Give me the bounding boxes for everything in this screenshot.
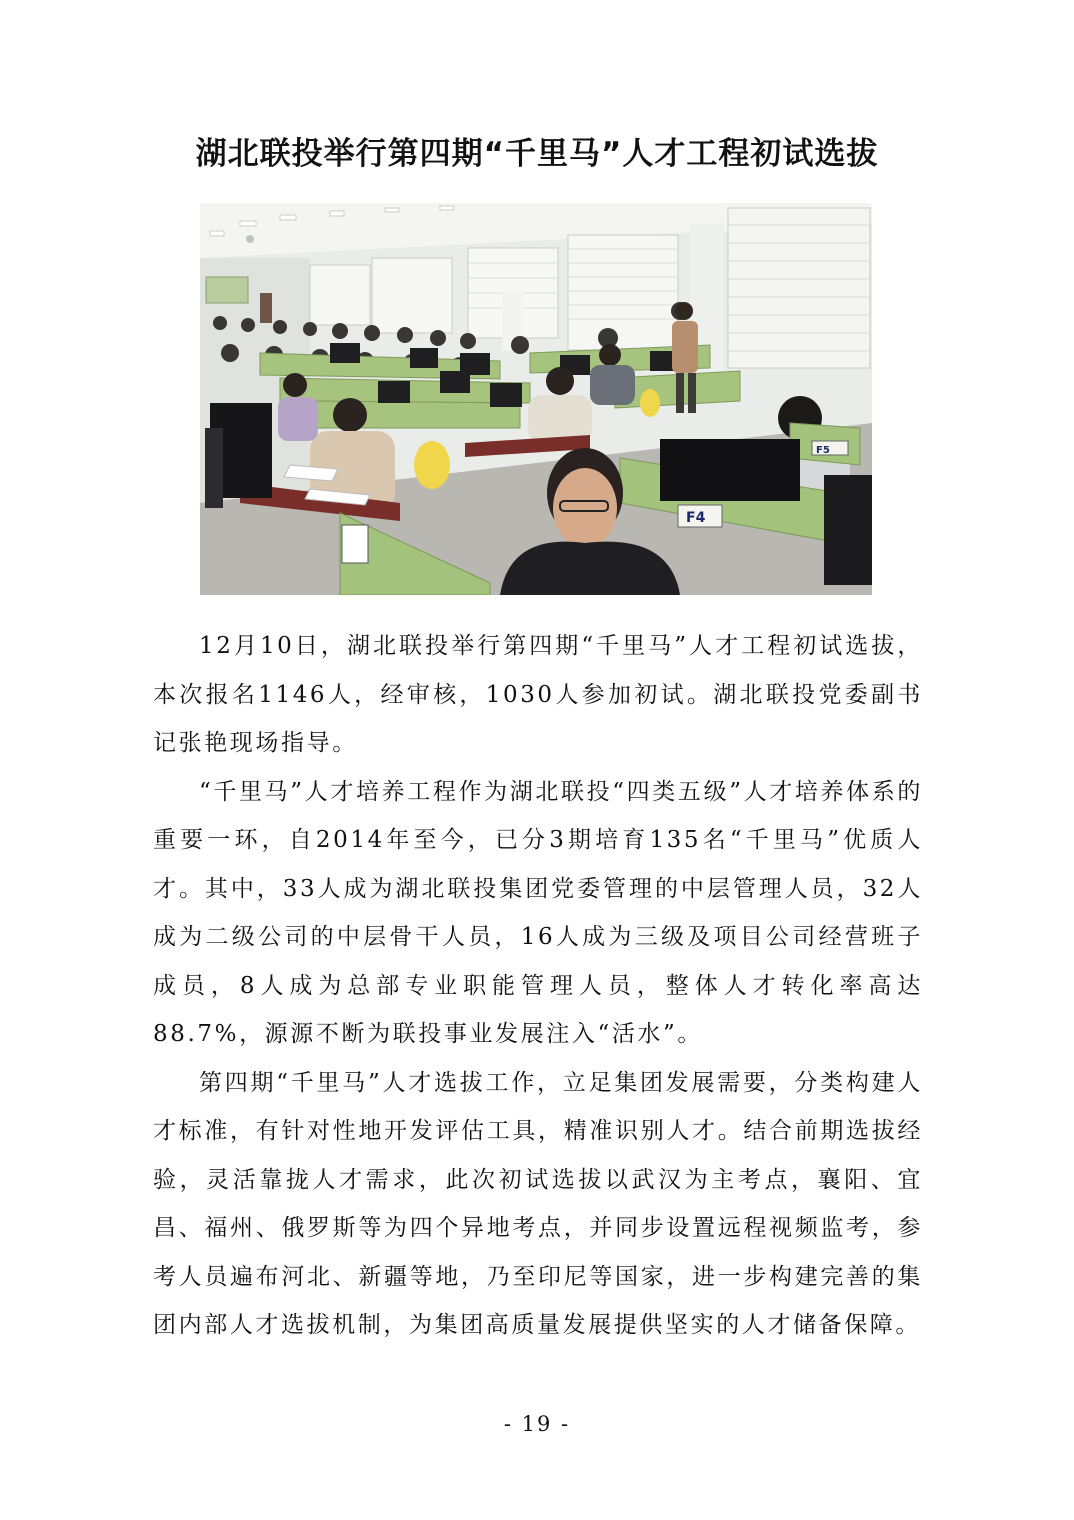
paragraph: “千里马”人才培养工程作为湖北联投“四类五级”人才培养体系的重要一环，自2014年至今，已分3期培育135名“千里马”优质人才。其中，33人成为湖北联投集团党委管理的中层管理人员，32人成为二级公司的中层骨干人员，16人成为三级及项目公司经营班子成员，8人成为总部专业职能管理人员，整体人才转化率高达88.7%，源源不断为联投事业发展注入“活水”。 [153, 778, 923, 1047]
desk-label-f4: F4 [686, 510, 706, 526]
paragraph: 12月10日，湖北联投举行第四期“千里马”人才工程初试选拔，本次报名1146人，经审核，1030人参加初试。湖北联投党委副书记张艳现场指导。 [153, 633, 923, 756]
article-body [153, 622, 923, 1350]
paragraph: 第四期“千里马”人才选拔工作，立足集团发展需要，分类构建人才标准，有针对性地开发评估工具，精准识别人才。结合前期选拔经验，灵活靠拢人才需求，此次初试选拔以武汉为主考点，襄阳、宜昌、福州、俄罗斯等为四个异地考点，并同步设置远程视频监考，参考人员遍布河北、新疆等地，乃至印尼等国家，进一步构建完善的集团内部人才选拔机制，为集团高质量发展提供坚实的人才储备保障。 [153, 1069, 923, 1338]
article-title: 湖北联投举行第四期“千里马”人才工程初试选拔 [195, 136, 879, 172]
exam-room-illustration [200, 203, 872, 595]
desk-label-f5: F5 [816, 445, 830, 456]
exam-room-photo [200, 203, 872, 595]
page-number: - 19 - [503, 1412, 571, 1436]
